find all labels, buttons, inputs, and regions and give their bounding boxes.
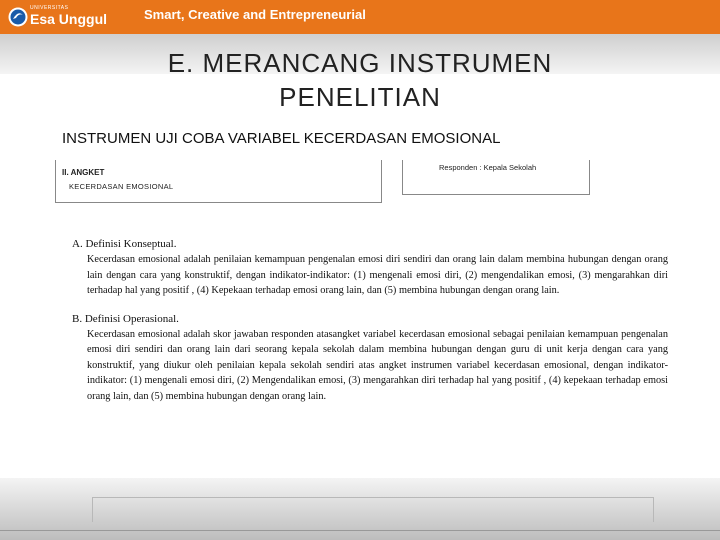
logo-subtext: UNIVERSITAS [30,5,69,11]
section-spacer [72,299,668,311]
section-b-body: Kecerdasan emosional adalah skor jawaban responden atasangket variabel kecerdasan emosional sebagai penilaian kemampuan pengenalan emosi diri sendiri dan orang lain dari seorang kepala sekolah dalam membina hubungan dengan guru di unit kerja dengan cara yang konstruktif, yang diukur oleh penilaian kepala sekolah sendiri atas angket instrumen variabel kecerdasan emosional, dengan indikator-indikator: (1) mengenali emosi diri, (2) Mengendalikan emosi, (3) mengarahkan diri terhadap hal yang positif , (4) kepekaan terhadap emosi orang lain, dan (5) membina hubungan dengan orang lain. [87,328,668,402]
header-tagline: Smart, Creative and Entrepreneurial [144,7,366,22]
bottom-divider [0,530,720,531]
angket-label-box [55,160,382,203]
respondent-label: Responden : Kepala Sekolah [439,163,537,172]
section-a-heading: A. Definisi Konseptual. [72,238,177,250]
header-bar [0,0,720,34]
bottom-frame [92,497,654,522]
respondent-box [402,160,590,195]
university-logo [8,5,120,29]
slide-title: E. MERANCANG INSTRUMEN PENELITIAN [167,48,553,112]
logo-emblem-icon [8,7,28,27]
logo-name: Esa Unggul [30,11,108,27]
angket-label: II. ANGKET [62,168,105,177]
definitions-content [72,236,668,404]
variable-label: KECERDASAN EMOSIONAL [69,182,174,191]
section-a-body: Kecerdasan emosional adalah penilaian kemampuan pengenalan emosi diri sendiri dan orang lain dalam membina hubungan dengan orang lain dengan cara yang konstruktif, dengan indikator-indikator: (1) mengenali emosi diri, (2) mengendalikan emosi, (3) mengarahkan diri terhadap hal yang positif , (4) Kepekaan terhadap emosi orang lain, dan (5) membina hubungan dengan orang lain. [87,254,668,296]
slide-subtitle: INSTRUMEN UJI COBA VARIABEL KECERDASAN EMOSIONAL [62,130,501,147]
section-b-heading: B. Definisi Operasional. [72,312,179,325]
